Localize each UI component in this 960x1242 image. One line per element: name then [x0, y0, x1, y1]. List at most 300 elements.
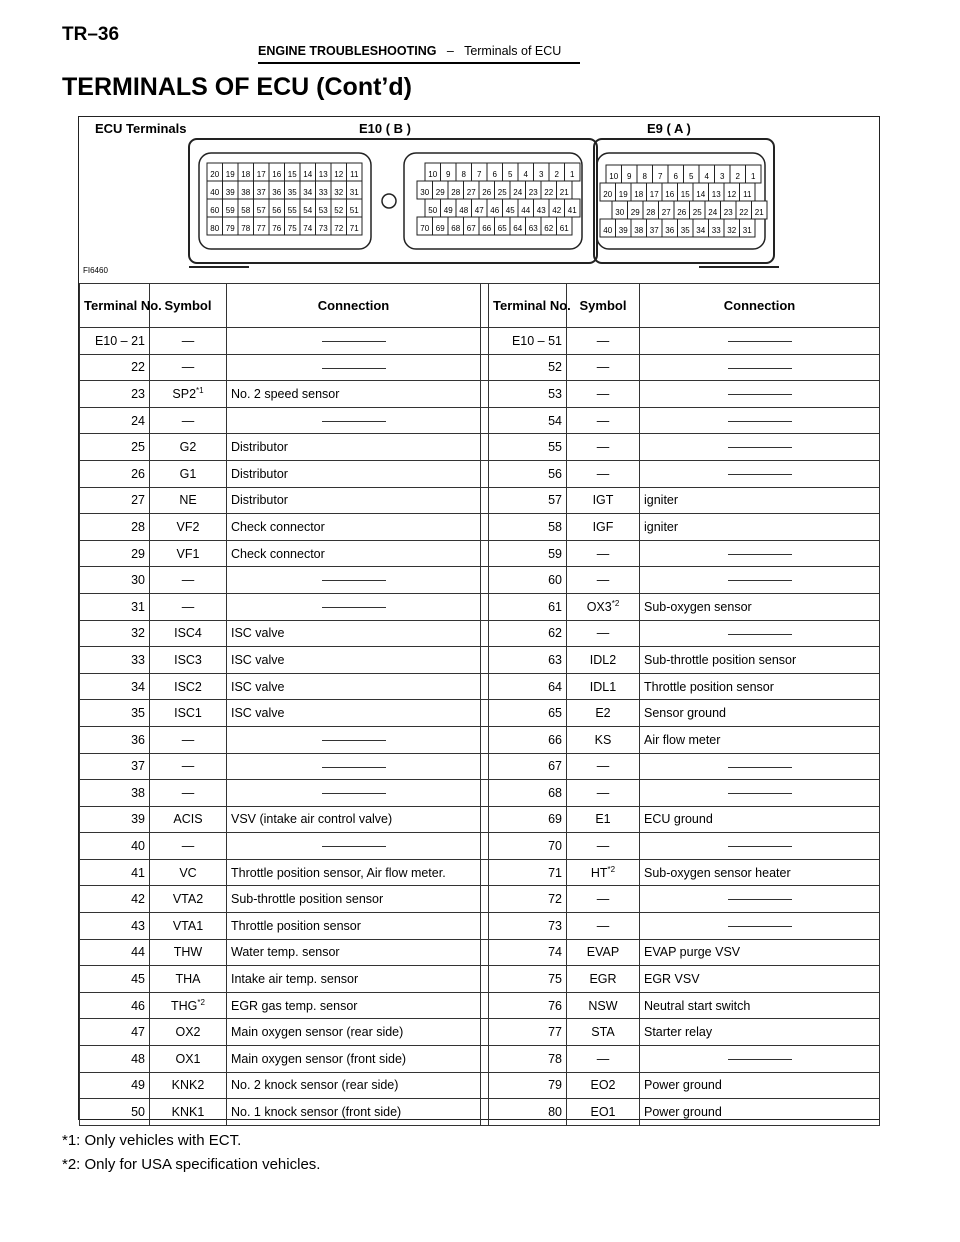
blank-dash: [728, 341, 792, 342]
terminal-no-cell: 53: [489, 381, 567, 408]
terminal-no-cell: 52: [489, 354, 567, 381]
section-name: ENGINE TROUBLESHOOTING: [258, 44, 437, 58]
column-gap: [481, 487, 489, 514]
blank-dash: [728, 474, 792, 475]
table-row: [80, 939, 880, 966]
connector-a-pin-label: 23: [723, 208, 733, 217]
header-rule: [258, 62, 580, 64]
connector-a-pin-label: 36: [665, 226, 675, 235]
column-gap: [481, 1046, 489, 1073]
column-gap: [481, 647, 489, 674]
column-gap: [481, 780, 489, 807]
terminal-no-cell: 76: [489, 992, 567, 1019]
connection-cell: No. 2 knock sensor (rear side): [227, 1072, 481, 1099]
column-gap: [481, 806, 489, 833]
symbol-cell: —: [150, 407, 227, 434]
column-gap: [481, 966, 489, 993]
blank-dash: [322, 740, 386, 741]
connection-cell: Sub-throttle position sensor: [227, 886, 481, 913]
symbol-cell: EGR: [567, 966, 640, 993]
header-symbol-right: Symbol: [567, 284, 640, 328]
connector-b-left-pin-label: 32: [334, 188, 344, 197]
column-gap: [481, 886, 489, 913]
connector-b-right-pin-label: 29: [435, 188, 445, 197]
connector-b-left-pin-label: 35: [287, 188, 297, 197]
page-title: TERMINALS OF ECU (Cont’d): [62, 73, 412, 101]
terminal-no-cell: E10 – 51: [489, 328, 567, 355]
symbol-cell: VTA2: [150, 886, 227, 913]
table-row: [80, 753, 880, 780]
column-gap: [481, 540, 489, 567]
symbol-cell: IGT: [567, 487, 640, 514]
symbol-cell: ACIS: [150, 806, 227, 833]
symbol-cell: IGF: [567, 514, 640, 541]
footnote-mark: *1: [196, 386, 204, 396]
connector-b-left-pin-label: 19: [225, 170, 235, 179]
connector-b-left-pin-label: 60: [210, 206, 220, 215]
connector-a-pin-label: 38: [634, 226, 644, 235]
connector-a-pin-label: 24: [708, 208, 718, 217]
terminal-no-cell: 25: [80, 434, 150, 461]
column-gap: [481, 1099, 489, 1126]
connection-cell: [640, 1046, 880, 1073]
connection-cell: [227, 354, 481, 381]
column-gap: [481, 913, 489, 940]
terminal-no-cell: 71: [489, 859, 567, 886]
symbol-cell: EO2: [567, 1072, 640, 1099]
connector-a-pin-label: 20: [603, 190, 613, 199]
connection-cell: [227, 407, 481, 434]
connection-cell: Sensor ground: [640, 700, 880, 727]
connection-cell: Distributor: [227, 434, 481, 461]
blank-dash: [728, 554, 792, 555]
header-connection-right: Connection: [640, 284, 880, 328]
connection-cell: Throttle position sensor, Air flow meter.: [227, 859, 481, 886]
terminal-no-cell: 79: [489, 1072, 567, 1099]
blank-dash: [322, 341, 386, 342]
connector-b-right-pin-label: 61: [559, 224, 569, 233]
connector-a-pin-label: 33: [711, 226, 721, 235]
column-gap: [481, 284, 489, 328]
connector-diagram: [79, 117, 879, 283]
table-header-row: [80, 284, 880, 328]
connection-cell: [227, 567, 481, 594]
footnote-mark: *2: [197, 998, 205, 1008]
header-symbol-left: Symbol: [150, 284, 227, 328]
connector-b-right-pin-label: 50: [428, 206, 438, 215]
connector-b-left-pin-label: 40: [210, 188, 220, 197]
symbol-cell: —: [567, 381, 640, 408]
connection-cell: Neutral start switch: [640, 992, 880, 1019]
connection-cell: Main oxygen sensor (rear side): [227, 1019, 481, 1046]
connector-a-pin-label: 17: [649, 190, 659, 199]
terminal-no-cell: 36: [80, 726, 150, 753]
blank-dash: [728, 793, 792, 794]
connection-cell: [640, 833, 880, 860]
table-row: [80, 540, 880, 567]
table-row: [80, 833, 880, 860]
terminal-no-cell: 59: [489, 540, 567, 567]
connection-cell: EGR VSV: [640, 966, 880, 993]
subsection-name: Terminals of ECU: [464, 44, 562, 58]
column-gap: [481, 673, 489, 700]
connection-cell: No. 2 speed sensor: [227, 381, 481, 408]
connector-b-right-pin-label: 69: [435, 224, 445, 233]
connection-cell: [640, 354, 880, 381]
column-gap: [481, 567, 489, 594]
terminal-no-cell: 48: [80, 1046, 150, 1073]
footnote-mark: *2: [607, 865, 616, 875]
connector-b-left-pin-label: 12: [334, 170, 344, 179]
connector-a-pin-label: 11: [743, 190, 752, 199]
symbol-cell: —: [150, 753, 227, 780]
column-gap: [481, 753, 489, 780]
connection-cell: Main oxygen sensor (front side): [227, 1046, 481, 1073]
connection-cell: [640, 434, 880, 461]
connector-b-left-pin-label: 39: [225, 188, 235, 197]
column-gap: [481, 407, 489, 434]
symbol-cell: —: [150, 833, 227, 860]
terminal-no-cell: 27: [80, 487, 150, 514]
table-row: [80, 700, 880, 727]
blank-dash: [728, 447, 792, 448]
connection-cell: ECU ground: [640, 806, 880, 833]
connection-cell: [640, 381, 880, 408]
terminal-no-cell: 60: [489, 567, 567, 594]
header-connection-left: Connection: [227, 284, 481, 328]
blank-dash: [728, 899, 792, 900]
connection-cell: Power ground: [640, 1072, 880, 1099]
symbol-cell: —: [567, 753, 640, 780]
connector-b-right-pin-label: 9: [446, 170, 451, 179]
blank-dash: [728, 580, 792, 581]
terminal-no-cell: 49: [80, 1072, 150, 1099]
connection-cell: Check connector: [227, 540, 481, 567]
connector-b-right-pin-label: 43: [536, 206, 546, 215]
terminal-no-cell: 74: [489, 939, 567, 966]
terminal-no-cell: 37: [80, 753, 150, 780]
column-gap: [481, 514, 489, 541]
header-terminal-right: Terminal No.: [489, 284, 567, 328]
symbol-cell: KNK1: [150, 1099, 227, 1126]
connection-cell: Intake air temp. sensor: [227, 966, 481, 993]
terminal-no-cell: 64: [489, 673, 567, 700]
symbol-cell: VC: [150, 859, 227, 886]
symbol-cell: —: [150, 354, 227, 381]
column-gap: [481, 381, 489, 408]
terminal-no-cell: 69: [489, 806, 567, 833]
column-gap: [481, 992, 489, 1019]
connector-a-pin-label: 3: [720, 172, 725, 181]
connector-b-left-pin-label: 56: [272, 206, 282, 215]
blank-dash: [322, 580, 386, 581]
connector-b-left-pin-label: 74: [303, 224, 313, 233]
connector-b-right-pin-label: 21: [559, 188, 569, 197]
connector-b-left-pin-label: 33: [318, 188, 328, 197]
connector-b-right-pin-label: 4: [523, 170, 528, 179]
connector-b-left-pin-label: 79: [225, 224, 235, 233]
connection-cell: Starter relay: [640, 1019, 880, 1046]
connection-cell: [640, 460, 880, 487]
terminal-no-cell: 24: [80, 407, 150, 434]
connector-b-left-pin-label: 75: [287, 224, 297, 233]
symbol-cell: ISC1: [150, 700, 227, 727]
connector-a-pin-label: 15: [680, 190, 690, 199]
column-gap: [481, 833, 489, 860]
blank-dash: [322, 368, 386, 369]
connector-b-right-pin-label: 47: [474, 206, 484, 215]
connector-b-right-pin-label: 26: [482, 188, 492, 197]
symbol-cell: G1: [150, 460, 227, 487]
blank-dash: [728, 846, 792, 847]
terminal-no-cell: 29: [80, 540, 150, 567]
symbol-cell: VF2: [150, 514, 227, 541]
connector-b-right-pin-label: 41: [567, 206, 577, 215]
symbol-cell: KNK2: [150, 1072, 227, 1099]
terminal-no-cell: 70: [489, 833, 567, 860]
connector-b-left-pin-label: 72: [334, 224, 344, 233]
terminal-no-cell: 56: [489, 460, 567, 487]
column-gap: [481, 1072, 489, 1099]
connector-a-pin-label: 12: [727, 190, 737, 199]
terminal-no-cell: 43: [80, 913, 150, 940]
connection-cell: Air flow meter: [640, 726, 880, 753]
symbol-cell: IDL2: [567, 647, 640, 674]
terminal-no-cell: 58: [489, 514, 567, 541]
terminal-no-cell: 78: [489, 1046, 567, 1073]
connector-a-pin-label: 37: [649, 226, 659, 235]
connector-a-pin-label: 22: [739, 208, 749, 217]
table-row: [80, 913, 880, 940]
symbol-cell: VTA1: [150, 913, 227, 940]
terminal-no-cell: 35: [80, 700, 150, 727]
terminal-no-cell: 54: [489, 407, 567, 434]
symbol-cell: —: [567, 913, 640, 940]
connector-b-right-pin-label: 48: [459, 206, 469, 215]
symbol-cell: —: [150, 726, 227, 753]
header-separator: –: [446, 44, 454, 58]
column-gap: [481, 620, 489, 647]
connector-b-left-pin-label: 20: [210, 170, 220, 179]
blank-dash: [728, 634, 792, 635]
connector-b-right-pin-label: 27: [466, 188, 476, 197]
symbol-cell: ISC3: [150, 647, 227, 674]
table-row: [80, 381, 880, 408]
table-row: [80, 1099, 880, 1126]
terminal-table: [79, 283, 880, 1126]
connection-cell: Sub-throttle position sensor: [640, 647, 880, 674]
connector-b-right-pin-label: 63: [528, 224, 538, 233]
terminal-no-cell: 26: [80, 460, 150, 487]
connection-cell: [640, 886, 880, 913]
connector-b-right-pin-label: 62: [544, 224, 554, 233]
connector-a-pin-label: 8: [642, 172, 647, 181]
connector-a-pin-label: 13: [711, 190, 721, 199]
table-row: [80, 966, 880, 993]
symbol-cell: —: [150, 593, 227, 620]
symbol-cell: EVAP: [567, 939, 640, 966]
connection-cell: Water temp. sensor: [227, 939, 481, 966]
connector-b-right-pin-label: 3: [539, 170, 544, 179]
connector-a-pin-label: 21: [754, 208, 764, 217]
connection-cell: [227, 593, 481, 620]
locating-hole: [382, 194, 396, 208]
connection-cell: ISC valve: [227, 647, 481, 674]
symbol-text: HT: [590, 866, 608, 881]
connector-a-pin-label: 2: [735, 172, 740, 181]
column-gap: [481, 859, 489, 886]
symbol-cell: NE: [150, 487, 227, 514]
connection-cell: [640, 328, 880, 355]
terminal-no-cell: 80: [489, 1099, 567, 1126]
connector-b-right-pin-label: 64: [513, 224, 523, 233]
connector-b-left-pin-label: 38: [241, 188, 251, 197]
figure-id: FI6460: [83, 266, 108, 275]
symbol-cell: —: [567, 1046, 640, 1073]
table-row: [80, 354, 880, 381]
terminal-no-cell: 28: [80, 514, 150, 541]
connector-b-left-pin-label: 80: [210, 224, 220, 233]
symbol-cell: KS: [567, 726, 640, 753]
connector-a-pin-label: 32: [727, 226, 737, 235]
connector-b-label: E10 ( B ): [359, 121, 412, 136]
ecu-terminal-figure: [78, 116, 880, 1120]
table-row: [80, 514, 880, 541]
terminal-no-cell: 65: [489, 700, 567, 727]
symbol-cell: —: [567, 328, 640, 355]
connection-cell: ISC valve: [227, 673, 481, 700]
symbol-cell: —: [567, 886, 640, 913]
table-row: [80, 780, 880, 807]
blank-dash: [322, 607, 386, 608]
terminal-no-cell: 22: [80, 354, 150, 381]
symbol-cell: —: [567, 460, 640, 487]
connector-a-pin-label: 28: [646, 208, 656, 217]
table-row: [80, 1019, 880, 1046]
connector-a-pin-label: 5: [689, 172, 694, 181]
connector-b-right-pin-label: 66: [482, 224, 492, 233]
terminal-no-cell: 75: [489, 966, 567, 993]
terminal-no-cell: 68: [489, 780, 567, 807]
table-row: [80, 673, 880, 700]
connector-b-left-pin-label: 53: [318, 206, 328, 215]
symbol-cell: [567, 593, 640, 620]
symbol-cell: STA: [567, 1019, 640, 1046]
footnote-mark: *2: [611, 599, 620, 609]
symbol-cell: OX2: [150, 1019, 227, 1046]
header-terminal-left: Terminal No.: [80, 284, 150, 328]
connector-b-right-pin-label: 68: [451, 224, 461, 233]
terminal-no-cell: 47: [80, 1019, 150, 1046]
connection-cell: VSV (intake air control valve): [227, 806, 481, 833]
connector-b-left-pin-label: 51: [349, 206, 359, 215]
connector-b-left-pin-label: 76: [272, 224, 282, 233]
table-row: [80, 647, 880, 674]
connector-a-pin-label: 26: [677, 208, 687, 217]
table-row: [80, 859, 880, 886]
connection-cell: Check connector: [227, 514, 481, 541]
connector-b-left-pin-label: 15: [287, 170, 297, 179]
table-row: [80, 806, 880, 833]
symbol-cell: —: [567, 354, 640, 381]
connector-b-right-pin-label: 49: [443, 206, 453, 215]
table-row: [80, 567, 880, 594]
symbol-text: SP2: [172, 387, 197, 402]
connection-cell: [640, 913, 880, 940]
table-row: [80, 886, 880, 913]
connector-a-pin-label: 34: [696, 226, 706, 235]
terminal-no-cell: 45: [80, 966, 150, 993]
symbol-cell: G2: [150, 434, 227, 461]
connector-a-pin-label: 31: [742, 226, 752, 235]
connector-b-left-pin-label: 36: [272, 188, 282, 197]
terminal-no-cell: 40: [80, 833, 150, 860]
symbol-cell: [567, 859, 640, 886]
symbol-cell: E2: [567, 700, 640, 727]
connector-a-label: E9 ( A ): [647, 121, 691, 136]
connector-b-left-pin-label: 54: [303, 206, 313, 215]
connection-cell: [640, 753, 880, 780]
connection-cell: EGR gas temp. sensor: [227, 992, 481, 1019]
connector-b-right-pin-label: 30: [420, 188, 430, 197]
connection-cell: Distributor: [227, 487, 481, 514]
connector-b-right-pin-label: 1: [570, 170, 575, 179]
connector-b-left-pin-label: 16: [272, 170, 282, 179]
column-gap: [481, 354, 489, 381]
connector-a-pin-label: 29: [630, 208, 640, 217]
column-gap: [481, 434, 489, 461]
terminal-no-cell: 41: [80, 859, 150, 886]
connector-b-right-pin-label: 8: [461, 170, 466, 179]
blank-dash: [728, 421, 792, 422]
connection-cell: igniter: [640, 487, 880, 514]
connector-b-right-pin-label: 2: [554, 170, 559, 179]
connector-b-left-pin-label: 73: [318, 224, 328, 233]
column-gap: [481, 460, 489, 487]
connector-b-right-pin-label: 5: [508, 170, 513, 179]
symbol-cell: THW: [150, 939, 227, 966]
connector-a-pin-label: 4: [704, 172, 709, 181]
symbol-cell: THA: [150, 966, 227, 993]
footnote-2: *2: Only for USA specification vehicles.: [62, 1156, 321, 1173]
column-gap: [481, 593, 489, 620]
terminal-no-cell: 77: [489, 1019, 567, 1046]
terminal-no-cell: 33: [80, 647, 150, 674]
connection-cell: [640, 407, 880, 434]
blank-dash: [728, 926, 792, 927]
connector-b-left-pin-label: 37: [256, 188, 266, 197]
symbol-cell: —: [150, 328, 227, 355]
connector-a-pin-label: 6: [673, 172, 678, 181]
connector-a-pin-label: 9: [627, 172, 632, 181]
connector-b-left-pin-label: 34: [303, 188, 313, 197]
table-row: [80, 328, 880, 355]
blank-dash: [322, 421, 386, 422]
connector-b-right-pin-label: 46: [490, 206, 500, 215]
table-row: [80, 726, 880, 753]
terminal-no-cell: 67: [489, 753, 567, 780]
connector-a-pin-label: 35: [680, 226, 690, 235]
connector-b-right-pin-label: 42: [552, 206, 562, 215]
terminal-no-cell: 31: [80, 593, 150, 620]
table-row: [80, 1072, 880, 1099]
connector-a-pin-label: 14: [696, 190, 706, 199]
terminal-no-cell: 34: [80, 673, 150, 700]
connector-b-right-pin-label: 70: [420, 224, 430, 233]
symbol-cell: —: [567, 540, 640, 567]
symbol-cell: E1: [567, 806, 640, 833]
connection-cell: Distributor: [227, 460, 481, 487]
